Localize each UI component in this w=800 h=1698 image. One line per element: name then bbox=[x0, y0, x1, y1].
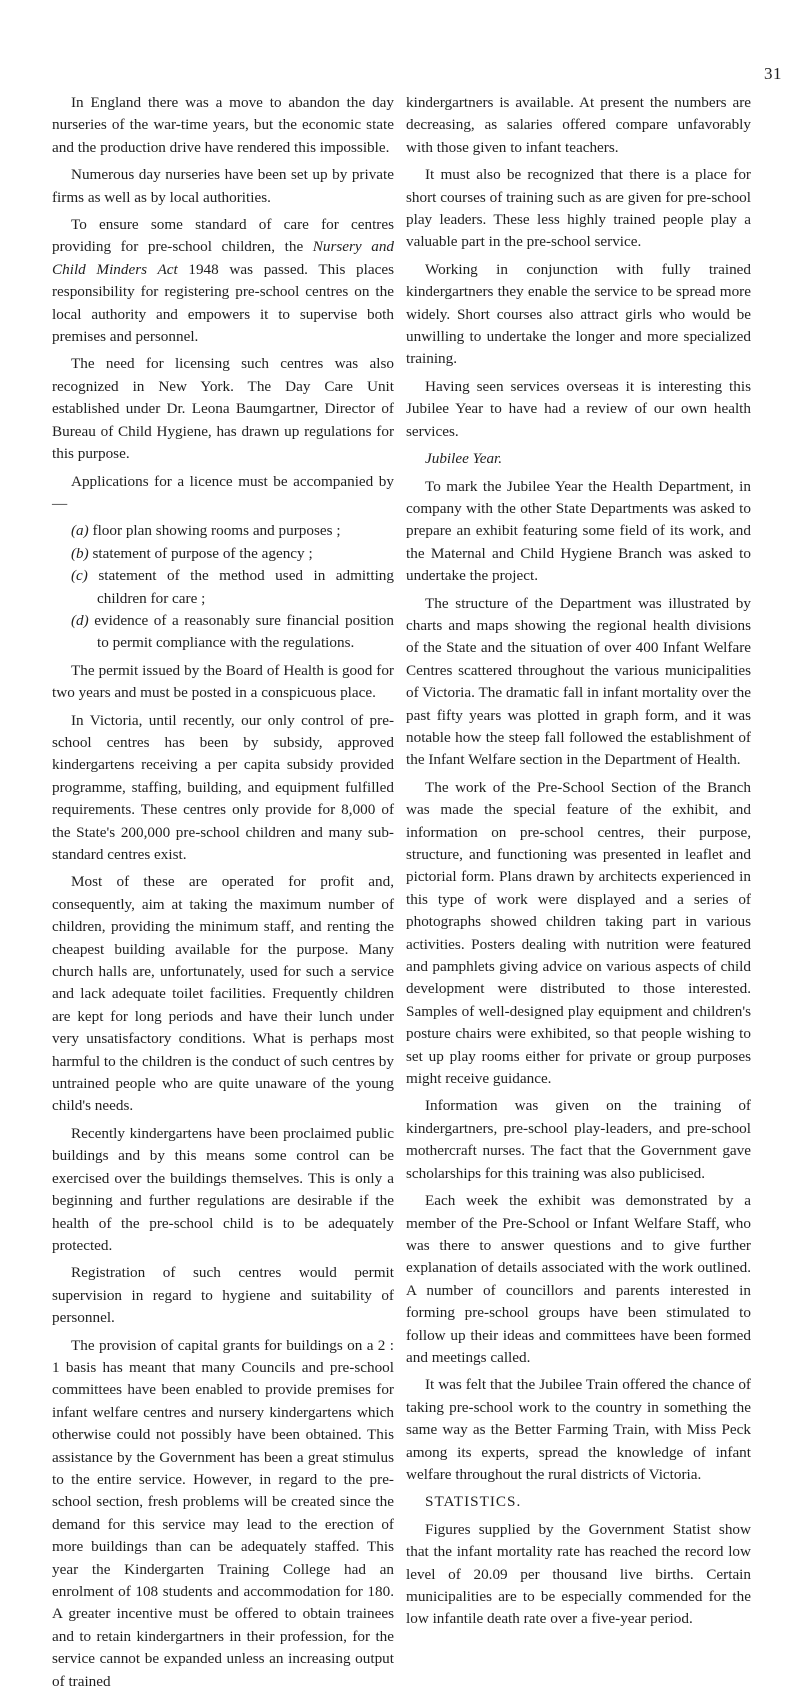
paragraph: The permit issued by the Board of Health is good for two years and must be posted in a conspicuous place. bbox=[52, 661, 394, 702]
paragraph: Most of these are operated for profit and, consequently, aim at taking the maximum number of children, providing the minimum staff, and renting the cheapest building available for the purpose. Many church halls are, unfortunately, used for such a service and lack adequate toilet facilities. Frequently children are kept for long periods and have their lunch under very unsatisfactory conditions. What is perhaps most harmful to the children is the conduct of such centres by untrained people who are quite unaware of the young child's needs. bbox=[52, 873, 394, 1115]
section-heading-jubilee: Jubilee Year. bbox=[425, 450, 503, 468]
paragraph: Registration of such centres would permit supervision in regard to hygiene and suitability of personnel. bbox=[52, 1264, 394, 1327]
paragraph: In Victoria, until recently, our only control of pre-school centres has been by subsidy, approved kindergartens receiving a per capita subsidy provided programme, staffing, building, and equipment fulfilled requirements. These centres only provide for 8,000 of the State's 200,000 pre-school children and many sub-standard centres exist. bbox=[52, 711, 394, 863]
list-item-label: (d) bbox=[71, 611, 89, 629]
paragraph: Having seen services overseas it is interesting this Jubilee Year to have had a review of our own health services. bbox=[406, 377, 751, 440]
list-item-text: statement of purpose of the agency ; bbox=[88, 544, 313, 562]
list-item bbox=[71, 543, 394, 565]
paragraph: Numerous day nurseries have been set up by private firms as well as by local authorities. bbox=[52, 166, 394, 206]
paragraph: It must also be recognized that there is a place for short courses of training such as are given for pre-school play leaders. These less highly trained people play a valuable part in the pre-school service. bbox=[406, 166, 751, 251]
page-number: 31 bbox=[764, 64, 782, 83]
act-title: Nursery and Child Minders Act bbox=[52, 238, 395, 278]
right-column bbox=[406, 92, 751, 1636]
paragraph: Working in conjunction with fully trained kindergartners they enable the service to be spread more widely. Short courses also attract girls who would be unwilling to undertake the longer and more specialized training. bbox=[406, 260, 751, 368]
paragraph: Information was given on the training of kindergartners, pre-school play-leaders, and pre-school mothercraft nurses. The fact that the Government gave scholarships for this training was also publicised. bbox=[406, 1097, 751, 1182]
paragraph: The structure of the Department was illustrated by charts and maps showing the regional health divisions of the State and the situation of over 400 Infant Welfare Centres scattered throughout the various municipalities of Victoria. The dramatic fall in infant mortality over the past fifty years was plotted in graph form, and it was notable how the steep fall followed the establishment of the Infant Welfare section in the Department of Health. bbox=[406, 594, 751, 769]
list-item-text: statement of the method used in admitting children for care ; bbox=[87, 567, 394, 607]
paragraph: The work of the Pre-School Section of the Branch was made the special feature of the exhibit, and information on pre-school centres, their purpose, structure, and functioning was presented in leaflet and pictorial form. Plans drawn by architects experienced in this type of work were displayed and a series of photographs showed children taking part in various activities. Posters dealing with nutrition were featured and pamphlets giving advice on various aspects of child development were distributed to those interested. Samples of well-designed play equipment and children's posture chairs were exhibited, so that people wishing to set up play rooms either for private or group purposes might receive guidance. bbox=[406, 778, 751, 1088]
paragraph: Applications for a licence must be accompanied by— bbox=[52, 472, 394, 512]
paragraph: It was felt that the Jubilee Train offered the chance of taking pre-school work to the country in something the same way as the Better Farming Train, with Miss Peck among its experts, spread the knowledge of infant welfare throughout the rural districts of Victoria. bbox=[406, 1376, 751, 1483]
paragraph: The provision of capital grants for buildings on a 2 : 1 basis has meant that many Councils and pre-school committees have been enabled to provide premises for infant welfare centres and nursery kindergartens which otherwise could not possibly have been obtained. This assistance by the Government has been a great stimulus to the entire service. However, in regard to the pre-school section, fresh problems will be created since the demand for this service may lead to the erection of more buildings than can be adequately staffed. This year the Kindergarten Training College had an enrolment of 108 students and accommodation for 180. A greater incentive must be offered to obtain trainees and to retain kindergartners in their profession, for the service cannot be expanded unless an increasing output of trained bbox=[52, 1336, 394, 1690]
list-item-text: floor plan showing rooms and purposes ; bbox=[88, 522, 341, 540]
paragraph: Recently kindergartens have been proclaimed public buildings and by this means some control can be exercised over the buildings themselves. This is only a beginning and further regulations are desirable if the health of the pre-school child is to be adequately protected. bbox=[52, 1124, 394, 1254]
requirements-list bbox=[52, 520, 394, 654]
list-item bbox=[71, 565, 394, 610]
paragraph: In England there was a move to abandon the day nurseries of the war-time years, but the economic state and the production drive have rendered this impossible. bbox=[52, 94, 394, 156]
text-run: To ensure some standard of care for centres providing for pre-school children, the bbox=[52, 216, 394, 256]
list-item-label: (c) bbox=[71, 567, 88, 585]
paragraph-continued: kindergartners is available. At present the numbers are decreasing, as salaries offered compare unfavorably with those given to infant teachers. bbox=[406, 94, 751, 156]
list-item bbox=[71, 520, 394, 542]
paragraph: Each week the exhibit was demonstrated by a member of the Pre-School or Infant Welfare Staff, who was there to answer questions and to give further explanation of details associated with the work outlined. A number of councillors and parents interested in forming pre-school groups have been stimulated to follow up their ideas and committees have been formed and meetings called. bbox=[406, 1192, 751, 1366]
list-item-label: (a) bbox=[71, 522, 89, 540]
paragraph: To mark the Jubilee Year the Health Department, in company with the other State Departments was asked to prepare an exhibit featuring some field of its work, and the Maternal and Child Hygiene Branch was asked to undertake the project. bbox=[406, 477, 751, 585]
list-item bbox=[71, 610, 394, 655]
section-heading-statistics: STATISTICS. bbox=[425, 1493, 522, 1511]
paragraph bbox=[52, 214, 394, 348]
text-run: 1948 was passed. This places responsibility for registering pre-school centres on the local authority and empowers it to supervise both premises and personnel. bbox=[52, 260, 394, 346]
list-item-label: (b) bbox=[71, 544, 89, 562]
paragraph: The need for licensing such centres was also recognized in New York. The Day Care Unit established under Dr. Leona Baumgartner, Director of Bureau of Child Hygiene, has drawn up regulations for this purpose. bbox=[52, 355, 394, 463]
left-column bbox=[52, 92, 394, 1698]
paragraph: Figures supplied by the Government Statist show that the infant mortality rate has reached the record low level of 20.09 per thousand live births. Certain municipalities are to be especially commended for the low infantile death rate over a five-year period. bbox=[406, 1520, 751, 1628]
list-item-text: evidence of a reasonably sure financial position to permit compliance with the regulations. bbox=[88, 611, 394, 652]
